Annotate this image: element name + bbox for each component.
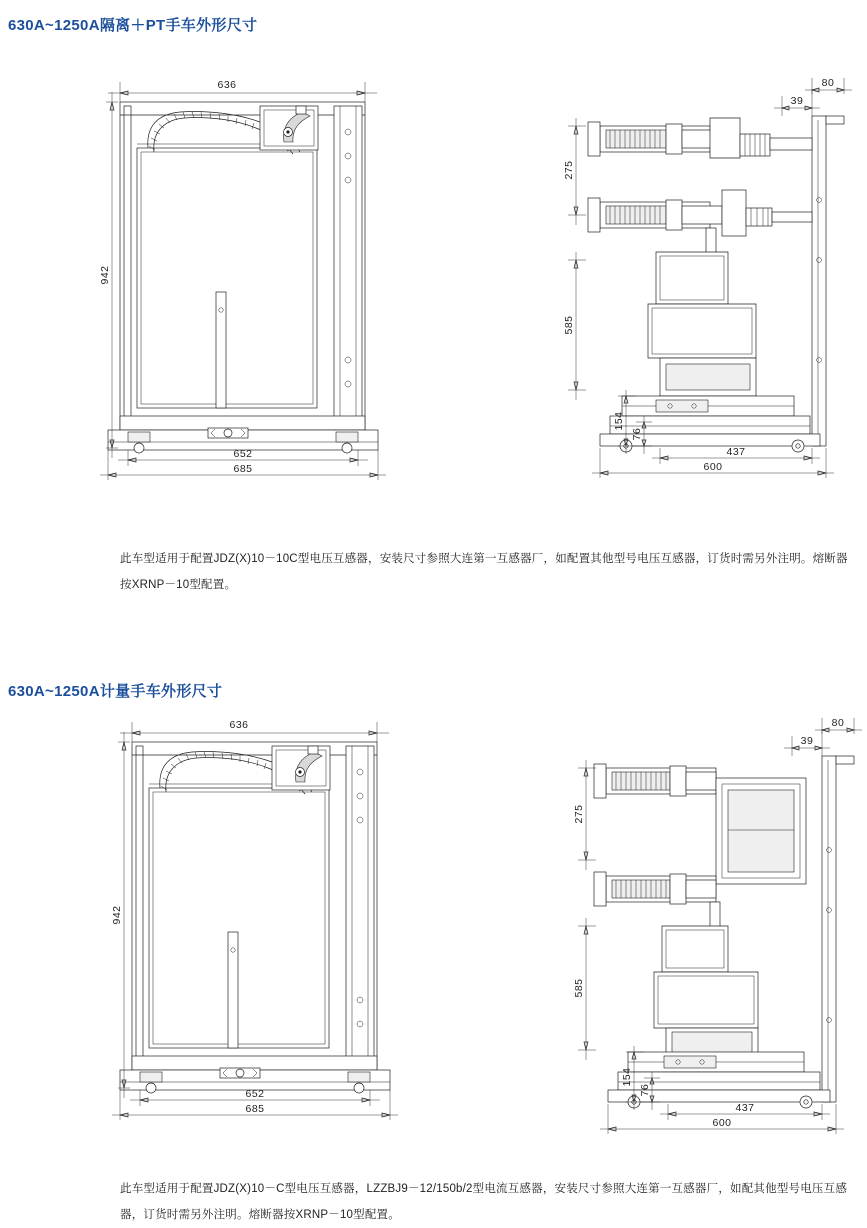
side-view-drawing-2 [570,700,867,1140]
dim-275-2 [573,760,596,870]
dim-942-2: 942 [111,905,123,925]
front-view-drawing-1 [88,60,418,485]
dim-600-text-2: 600 [712,1117,732,1129]
transformer-body-2 [654,926,758,1062]
dim-top-39-1 [774,90,820,116]
right-rail-2 [346,746,374,1068]
dim-685-2: 685 [245,1103,265,1115]
dim-942-1: 942 [99,265,111,285]
upper-contact-assembly-2 [594,764,716,798]
current-transformer-2 [716,778,806,884]
dim-39-1: 39 [790,95,804,107]
dim-275-text-1: 275 [563,160,575,180]
lower-contact-assembly-1 [588,190,746,236]
section-title-1: 630A~1250A隔离＋PT手车外形尺寸 [8,17,258,34]
section-note-2: 此车型适用于配置JDZ(X)10－C型电压互感器，LZZBJ9－12/150b/2型电流互感器，安装尺寸参照大连第一互感器厂，如配其他型号电压互感器，订货时需另外注明。熔断器按XRNP－10型配置。 [120,1183,848,1221]
dim-600-1 [592,448,834,478]
dim-top-width-2 [120,719,389,742]
base-center-detail-1 [208,428,248,438]
insulator-stack-top-1 [740,134,812,156]
dim-80-2: 80 [831,717,845,729]
dim-top-39-2 [784,730,830,756]
dim-80-1: 80 [821,77,835,89]
dim-600-2 [600,1104,844,1134]
dim-76-text-2: 76 [639,1083,651,1097]
lower-contact-assembly-2 [594,872,716,906]
transformer-body-1 [648,252,756,396]
dim-76-text-1: 76 [631,427,643,441]
dim-437-text-2: 437 [735,1102,755,1114]
operating-handle-2 [272,746,330,790]
dim-585-2 [573,918,596,1060]
dim-652-1: 652 [233,448,253,460]
dim-636-top-2: 636 [229,719,249,731]
section-note-1: 此车型适用于配置JDZ(X)10－10C型电压互感器，安装尺寸参照大连第一互感器厂，如配置其他型号电压互感器，订货时需另外注明。熔断器按XRNP－10型配置。 [120,553,848,591]
upper-contact-assembly-1 [588,118,740,158]
dim-437-text-1: 437 [726,446,746,458]
dim-top-width-1 [108,79,377,102]
dim-top-80-1 [805,77,852,94]
dim-top-80-2 [815,717,862,734]
dim-height-1 [99,92,118,458]
dim-585-text-1: 585 [563,315,575,335]
section-title-2: 630A~1250A计量手车外形尺寸 [8,683,223,700]
operating-handle-1 [260,106,318,150]
rear-mounting-plate-2 [822,756,854,1102]
dim-636-top-1: 636 [217,79,237,91]
rear-mounting-plate-1 [812,116,844,446]
dim-585-1 [563,252,586,400]
dim-height-2 [111,732,130,1098]
dim-585-text-2: 585 [573,978,585,998]
dim-652-2: 652 [245,1088,265,1100]
chassis-2 [608,1052,830,1108]
dim-154-text-1: 154 [613,411,625,431]
dim-39-2: 39 [800,735,814,747]
insulator-stack-bottom-1 [746,208,812,226]
dim-685-1: 685 [233,463,253,475]
center-bar-2 [228,932,238,1048]
right-rail-1 [334,106,362,428]
dim-154-text-2: 154 [621,1067,633,1087]
base-center-detail-2 [220,1068,260,1078]
dim-275-text-2: 275 [573,804,585,824]
dim-275-1 [563,118,586,225]
side-view-drawing-1 [560,60,860,485]
chassis-1 [600,396,820,452]
front-view-drawing-2 [100,700,430,1125]
dim-600-text-1: 600 [703,461,723,473]
center-bar-1 [216,292,226,408]
